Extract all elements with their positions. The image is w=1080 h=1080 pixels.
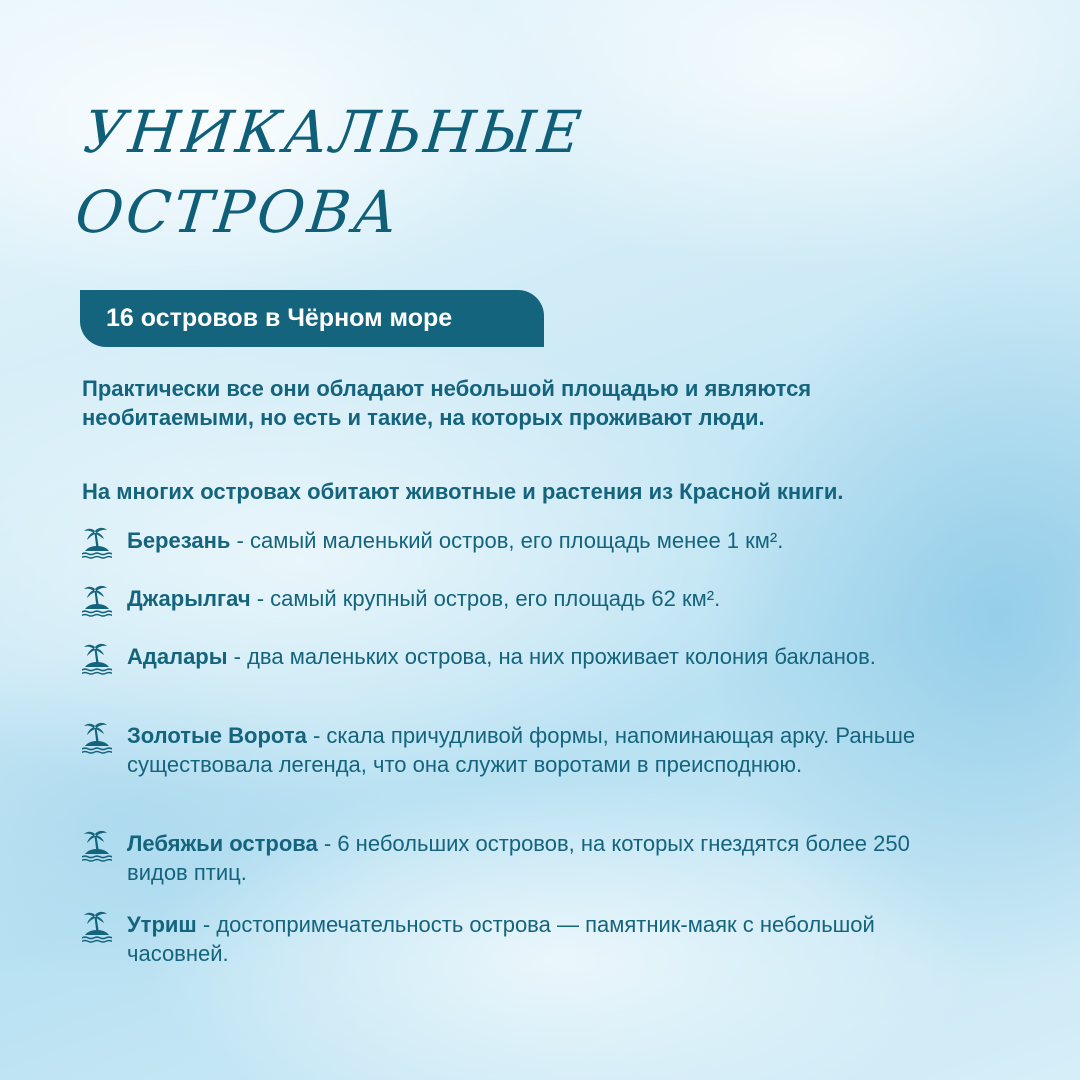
island-description: - самый маленький остров, его площадь менее 1 км². <box>230 528 784 553</box>
subtitle-banner: 16 островов в Чёрном море <box>80 290 544 347</box>
island-palm-icon <box>80 641 114 675</box>
list-item-text <box>127 829 960 887</box>
list-item-text <box>127 721 960 779</box>
island-name: Адалары <box>127 644 228 669</box>
island-description: - два маленьких острова, на них проживает колония бакланов. <box>227 644 876 669</box>
red-book-paragraph: На многих островах обитают животные и растения из Красной книги. <box>82 479 844 504</box>
list-item-text <box>127 910 960 968</box>
title-line-1: УНИКАЛЬНЫЕ <box>80 98 588 166</box>
island-description: - самый крупный остров, его площадь 62 км². <box>250 586 721 611</box>
list-item-berezan <box>80 526 960 559</box>
island-name: Золотые Ворота <box>127 723 307 748</box>
island-description: - достопримечательность острова — памятник-маяк с небольшой часовней. <box>127 912 875 966</box>
island-name: Утриш <box>127 912 197 937</box>
list-item-text <box>127 584 960 613</box>
island-name: Березань <box>127 528 231 553</box>
page-title <box>72 92 588 252</box>
island-palm-icon <box>80 583 114 617</box>
list-item-text <box>127 642 960 671</box>
island-name: Джарылгач <box>127 586 251 611</box>
list-item-zolotye-vorota <box>80 721 960 779</box>
list-item-text <box>127 526 960 555</box>
island-palm-icon <box>80 525 114 559</box>
island-name: Лебяжьи острова <box>127 831 318 856</box>
island-palm-icon <box>80 909 114 943</box>
list-item-utrish <box>80 910 960 968</box>
island-description: - 6 небольших островов, на которых гнездятся более 250 видов птиц. <box>127 831 910 885</box>
island-palm-icon <box>80 828 114 862</box>
title-line-2: ОСТРОВА <box>72 178 405 246</box>
list-item-dzharylgach <box>80 584 960 617</box>
island-palm-icon <box>80 720 114 754</box>
island-description: - скала причудливой формы, напоминающая арку. Раньше существовала легенда, что она служит воротами в преисподнюю. <box>127 723 916 777</box>
list-item-adalary <box>80 642 960 675</box>
list-item-lebyazhi-ostrova <box>80 829 960 887</box>
intro-paragraph: Практически все они обладают небольшой площадью и являются необитаемыми, но есть и такие, на которых проживают люди. <box>82 376 812 430</box>
